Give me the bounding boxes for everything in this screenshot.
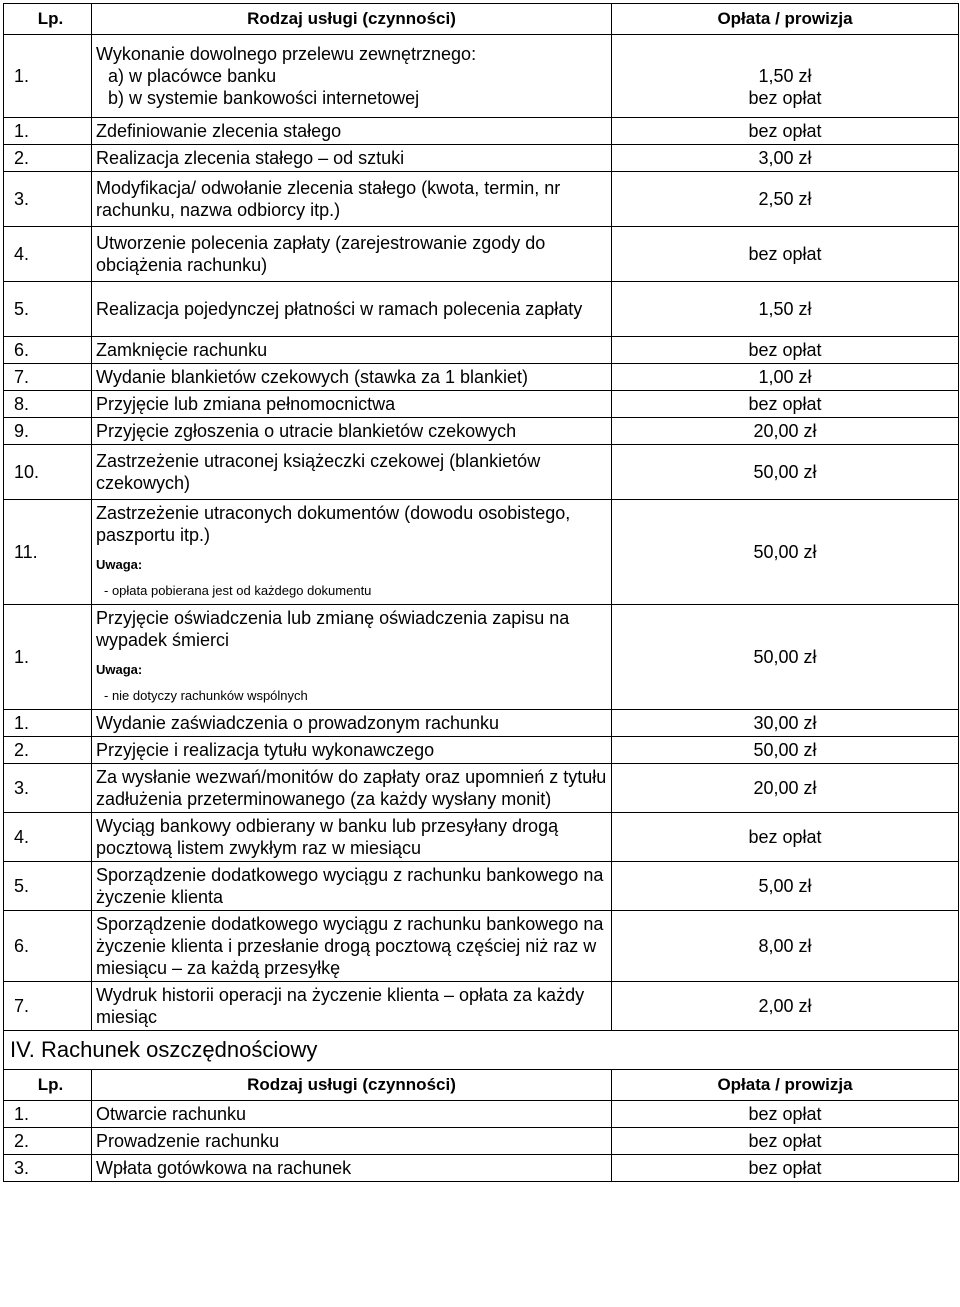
row-service: Zdefiniowanie zlecenia stałego xyxy=(92,118,612,145)
row-no: 7. xyxy=(4,364,92,391)
table-row xyxy=(4,445,959,500)
row-fee: bez opłat xyxy=(612,813,959,862)
row-fee: 2,00 zł xyxy=(612,982,959,1031)
table-row xyxy=(4,1101,959,1128)
row-service: Przyjęcie zgłoszenia o utracie blankietów czekowych xyxy=(92,418,612,445)
section-title: IV. Rachunek oszczędnościowy xyxy=(4,1031,959,1070)
row-service: Wyciąg bankowy odbierany w banku lub przesyłany drogą pocztową listem zwykłym raz w miesiącu xyxy=(92,813,612,862)
row-fee: 2,50 zł xyxy=(612,172,959,227)
header-fee: Opłata / prowizja xyxy=(612,1070,959,1101)
row-service: Realizacja pojedynczej płatności w ramach polecenia zapłaty xyxy=(92,282,612,337)
row-fee: bez opłat xyxy=(612,337,959,364)
table-row-transfer xyxy=(4,35,959,118)
row-service: Realizacja zlecenia stałego – od sztuki xyxy=(92,145,612,172)
row-no: 2. xyxy=(4,145,92,172)
table-row xyxy=(4,1128,959,1155)
table-row xyxy=(4,862,959,911)
row-no: 9. xyxy=(4,418,92,445)
header-no: Lp. xyxy=(4,4,92,35)
row-fee: bez opłat xyxy=(612,118,959,145)
row-service: Wpłata gotówkowa na rachunek xyxy=(92,1155,612,1182)
note-text: - opłata pobierana jest od każdego dokumentu xyxy=(104,583,372,598)
table-row xyxy=(4,911,959,982)
table-row xyxy=(4,813,959,862)
row-service: Wydanie blankietów czekowych (stawka za 1 blankiet) xyxy=(92,364,612,391)
row-fee: bez opłat xyxy=(612,391,959,418)
row-no: 1. xyxy=(4,1101,92,1128)
row-fee: 1,50 zł xyxy=(612,282,959,337)
row-fee: 20,00 zł xyxy=(612,418,959,445)
section-title-row xyxy=(4,1031,959,1070)
row-fee: bez opłat xyxy=(612,1128,959,1155)
death-service: Przyjęcie oświadczenia lub zmianę oświadczenia zapisu na wypadek śmierci xyxy=(96,608,570,650)
row-fee: 50,00 zł xyxy=(612,500,959,605)
table-row xyxy=(4,737,959,764)
row-fee: 30,00 zł xyxy=(612,710,959,737)
row-no: 3. xyxy=(4,1155,92,1182)
table-row-death xyxy=(4,605,959,710)
table-row xyxy=(4,282,959,337)
row-no: 5. xyxy=(4,862,92,911)
row-fee: 20,00 zł xyxy=(612,764,959,813)
note-heading: Uwaga: xyxy=(96,662,143,677)
documents-service: Zastrzeżenie utraconych dokumentów (dowodu osobistego, paszportu itp.) xyxy=(96,503,571,545)
row-service: Sporządzenie dodatkowego wyciągu z rachunku bankowego na życzenie klienta i przesłanie drogą pocztową częściej niż raz w miesiącu – za każdą przesyłkę xyxy=(92,911,612,982)
header-service: Rodzaj usługi (czynności) xyxy=(92,4,612,35)
row-service xyxy=(92,500,612,605)
row-fee: 50,00 zł xyxy=(612,737,959,764)
row-service xyxy=(92,35,612,118)
table-row-documents xyxy=(4,500,959,605)
table-row xyxy=(4,418,959,445)
row-service: Wydanie zaświadczenia o prowadzonym rachunku xyxy=(92,710,612,737)
row-service: Prowadzenie rachunku xyxy=(92,1128,612,1155)
transfer-title: Wykonanie dowolnego przelewu zewnętrznego: xyxy=(96,44,477,64)
table-row xyxy=(4,364,959,391)
table-header-row xyxy=(4,1070,959,1101)
row-no: 11. xyxy=(4,500,92,605)
table-row xyxy=(4,337,959,364)
row-no: 7. xyxy=(4,982,92,1031)
row-no: 6. xyxy=(4,337,92,364)
row-no: 3. xyxy=(4,172,92,227)
row-no: 1. xyxy=(4,605,92,710)
row-service: Otwarcie rachunku xyxy=(92,1101,612,1128)
row-fee: bez opłat xyxy=(612,227,959,282)
row-no: 1. xyxy=(4,710,92,737)
transfer-fee-a: 1,50 zł xyxy=(758,66,812,86)
header-no: Lp. xyxy=(4,1070,92,1101)
table-row xyxy=(4,391,959,418)
transfer-option-a: a) w placówce banku xyxy=(108,66,277,86)
header-fee: Opłata / prowizja xyxy=(612,4,959,35)
row-no: 3. xyxy=(4,764,92,813)
row-service: Przyjęcie lub zmiana pełnomocnictwa xyxy=(92,391,612,418)
row-no: 4. xyxy=(4,227,92,282)
table-row xyxy=(4,1155,959,1182)
table-row xyxy=(4,227,959,282)
row-no: 2. xyxy=(4,1128,92,1155)
row-service xyxy=(92,605,612,710)
row-no: 8. xyxy=(4,391,92,418)
row-service: Wydruk historii operacji na życzenie klienta – opłata za każdy miesiąc xyxy=(92,982,612,1031)
row-no: 10. xyxy=(4,445,92,500)
row-no: 6. xyxy=(4,911,92,982)
row-fee: 50,00 zł xyxy=(612,605,959,710)
table-row xyxy=(4,172,959,227)
note-heading: Uwaga: xyxy=(96,557,143,572)
table-row xyxy=(4,710,959,737)
row-service: Utworzenie polecenia zapłaty (zarejestrowanie zgody do obciążenia rachunku) xyxy=(92,227,612,282)
row-no: 1. xyxy=(4,118,92,145)
table-row xyxy=(4,118,959,145)
fee-table xyxy=(3,3,959,1182)
table-header-row xyxy=(4,4,959,35)
header-service: Rodzaj usługi (czynności) xyxy=(92,1070,612,1101)
row-no: 4. xyxy=(4,813,92,862)
row-service: Przyjęcie i realizacja tytułu wykonawczego xyxy=(92,737,612,764)
table-row xyxy=(4,982,959,1031)
table-row xyxy=(4,764,959,813)
transfer-fee-b: bez opłat xyxy=(748,88,822,108)
row-service: Sporządzenie dodatkowego wyciągu z rachunku bankowego na życzenie klienta xyxy=(92,862,612,911)
row-fee: bez opłat xyxy=(612,1101,959,1128)
row-service: Za wysłanie wezwań/monitów do zapłaty oraz upomnień z tytułu zadłużenia przeterminowanego (za każdy wysłany monit) xyxy=(92,764,612,813)
row-fee: 3,00 zł xyxy=(612,145,959,172)
row-service: Modyfikacja/ odwołanie zlecenia stałego (kwota, termin, nr rachunku, nazwa odbiorcy itp.) xyxy=(92,172,612,227)
row-no: 5. xyxy=(4,282,92,337)
row-service: Zamknięcie rachunku xyxy=(92,337,612,364)
table-row xyxy=(4,145,959,172)
transfer-option-b: b) w systemie bankowości internetowej xyxy=(108,88,420,108)
row-fee: 8,00 zł xyxy=(612,911,959,982)
row-fee: 1,00 zł xyxy=(612,364,959,391)
row-no: 1. xyxy=(4,35,92,118)
row-service: Zastrzeżenie utraconej książeczki czekowej (blankietów czekowych) xyxy=(92,445,612,500)
row-no: 2. xyxy=(4,737,92,764)
row-fee: 50,00 zł xyxy=(612,445,959,500)
row-fee: bez opłat xyxy=(612,1155,959,1182)
row-fee: 5,00 zł xyxy=(612,862,959,911)
row-fee xyxy=(612,35,959,118)
note-text: - nie dotyczy rachunków wspólnych xyxy=(104,688,308,703)
